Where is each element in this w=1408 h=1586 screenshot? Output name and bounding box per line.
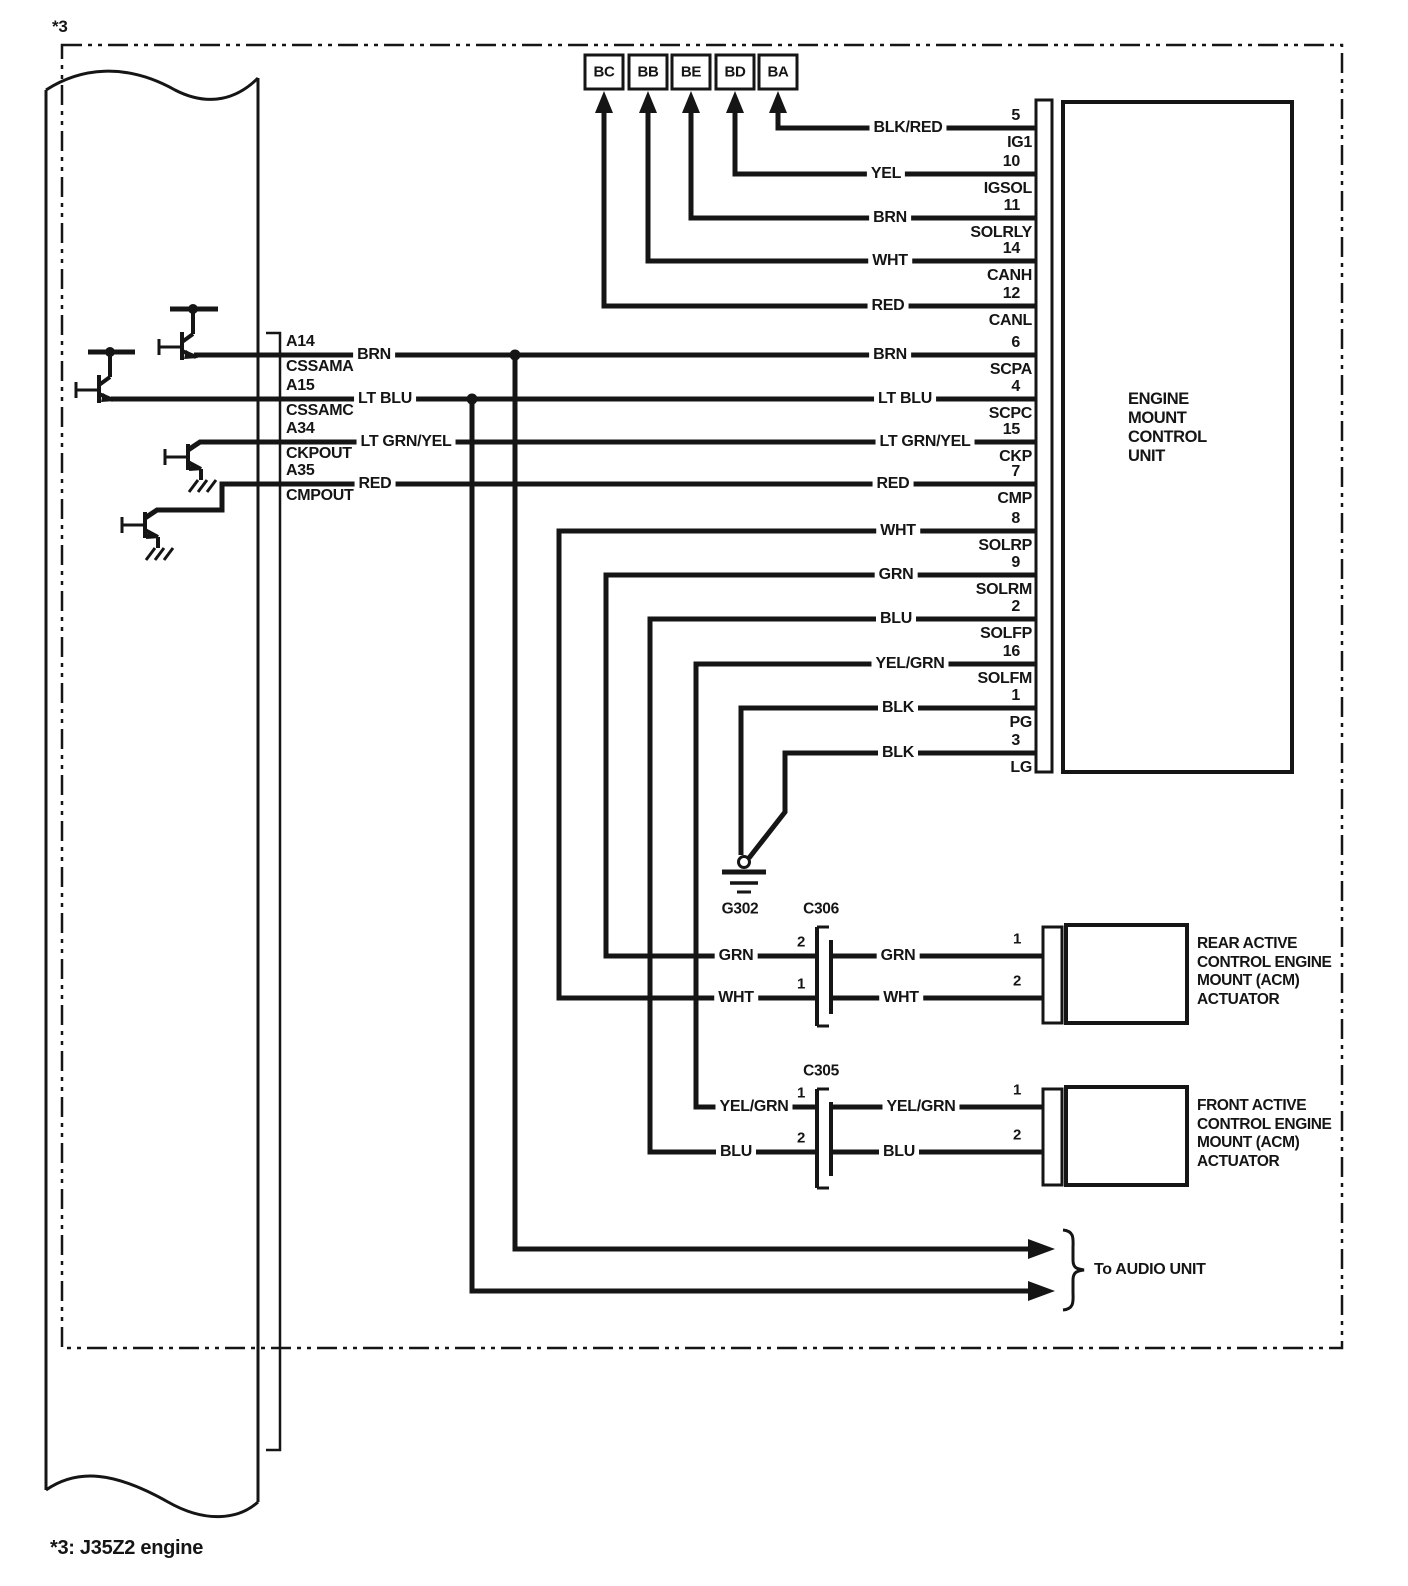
rear-actuator-box [1043, 925, 1187, 1023]
front-actuator-box [1043, 1087, 1187, 1185]
actuator-label-line: MOUNT (ACM) [1197, 1134, 1300, 1151]
inline-connector-label: C306 [803, 900, 839, 918]
actuator-label-line: FRONT ACTIVE [1197, 1097, 1307, 1114]
ground-icon [722, 857, 766, 893]
pin-name: SOLRM [975, 581, 1032, 598]
connector-pin-number: 2 [1012, 972, 1022, 990]
pin-name: SOLFM [977, 670, 1032, 687]
left-pin-signal: CMPOUT [286, 487, 354, 504]
front-actuator-label [1197, 1097, 1331, 1171]
wire-color-label: RED [355, 475, 396, 493]
pin-number: 2 [1011, 598, 1020, 615]
wire-color-label: GRN [875, 566, 918, 584]
pin-name: IGSOL [983, 180, 1032, 197]
pin-number: 1 [1011, 687, 1020, 704]
ecu-title-line: UNIT [1128, 447, 1165, 465]
wire-color-label: BLK [878, 699, 918, 717]
left-pin-signal: CKPOUT [286, 445, 352, 462]
wire-color-label: WHT [876, 522, 920, 540]
left-pin-signal: CSSAMA [286, 358, 354, 375]
wire-color-label: WHT [868, 252, 912, 270]
wire-color-label: RED [868, 297, 909, 315]
wire-color-label: YEL/GRN [871, 655, 948, 673]
connector-pin-number: 2 [796, 933, 806, 951]
actuator-label-line: CONTROL ENGINE [1197, 1115, 1332, 1133]
connector-pin-number: 2 [1012, 1126, 1022, 1144]
wire-color-label: LT BLU [874, 390, 936, 408]
pin-number: 6 [1011, 334, 1020, 351]
actuator-label-line: ACTUATOR [1197, 990, 1280, 1008]
ground-label: G302 [721, 900, 759, 918]
wire-color-label: YEL/GRN [882, 1098, 959, 1116]
ground-hatch-icon [189, 480, 216, 492]
pin-number: 11 [1003, 197, 1020, 214]
pin-name: SOLRP [978, 537, 1032, 554]
wire-color-label: BLU [876, 610, 916, 628]
inline-connector-icon [817, 927, 1043, 1026]
wire-color-label: BRN [353, 346, 395, 364]
connector-box-label: BB [637, 63, 659, 81]
actuator-label-line: ACTUATOR [1197, 1152, 1280, 1170]
pin-name: CMP [997, 490, 1032, 507]
ecu-title-line: CONTROL [1128, 428, 1207, 446]
pin-name: SOLFP [980, 625, 1032, 642]
wire-color-label: WHT [714, 989, 758, 1007]
pin-number: 3 [1011, 732, 1020, 749]
pin-number: 14 [1002, 240, 1020, 257]
wire-color-label: BLK/RED [869, 119, 946, 137]
actuator-label-line: CONTROL ENGINE [1197, 953, 1332, 971]
pin-name: SCPA [989, 361, 1032, 378]
left-pin-id: A34 [286, 420, 315, 437]
connector-pin-number: 1 [796, 975, 806, 993]
left-pin-id: A15 [286, 377, 315, 394]
pin-number: 15 [1002, 421, 1020, 438]
solenoid-wires [559, 531, 1036, 1152]
wire-color-label: GRN [715, 947, 758, 965]
wire-color-label: YEL/GRN [715, 1098, 792, 1116]
connector-box-label: BC [593, 63, 615, 81]
pin-name: CANH [986, 267, 1032, 284]
ground-hatch-icon [146, 548, 173, 560]
wire-color-label: LT GRN/YEL [876, 433, 975, 451]
wire-color-label: BRN [869, 209, 911, 227]
transistor-icon [76, 347, 135, 403]
rear-actuator-label [1197, 935, 1331, 1009]
pin-name: CANL [988, 312, 1032, 329]
inline-connector-label: C305 [803, 1062, 839, 1080]
pin-number: 16 [1002, 643, 1020, 660]
footnote-engine: *3: J35Z2 engine [50, 1537, 204, 1559]
wire-color-label: BLU [716, 1143, 756, 1161]
wire-color-label: LT BLU [354, 390, 416, 408]
footnote-marker: *3 [52, 17, 68, 36]
pin-name: CKP [999, 448, 1032, 465]
pin-number: 7 [1011, 463, 1020, 480]
wire-color-label: BRN [869, 346, 911, 364]
up-arrow-icons [595, 91, 787, 113]
pin-name: SCPC [988, 405, 1032, 422]
pin-name: SOLRLY [970, 224, 1032, 241]
pin-name: PG [1009, 714, 1032, 731]
connector-box-label: BE [680, 63, 702, 81]
wire-color-label: GRN [877, 947, 920, 965]
ecu-title [1128, 390, 1207, 466]
ecu-title-line: ENGINE [1128, 390, 1189, 408]
pin-number: 5 [1011, 107, 1020, 124]
wire-color-label: BLU [879, 1143, 919, 1161]
wire-color-label: YEL [867, 165, 905, 183]
left-pin-signal: CSSAMC [286, 402, 354, 419]
actuator-label-line: REAR ACTIVE [1197, 935, 1298, 952]
connector-pin-number: 1 [1012, 930, 1022, 948]
wire-color-label: LT GRN/YEL [357, 433, 456, 451]
ecu-title-line: MOUNT [1128, 409, 1187, 427]
connector-pin-number: 1 [796, 1084, 806, 1102]
pin-number: 12 [1002, 285, 1020, 302]
pin-number: 8 [1011, 510, 1020, 527]
audio-unit-label: To AUDIO UNIT [1094, 1261, 1206, 1278]
left-bracket [266, 333, 280, 1450]
harness-band [46, 71, 258, 1516]
pin-name: IG1 [1007, 134, 1032, 151]
pin-number: 4 [1011, 378, 1020, 395]
brace-icon [1063, 1230, 1084, 1310]
pin-number: 10 [1002, 153, 1020, 170]
pin-name: LG [1010, 759, 1032, 776]
connector-box-label: BA [767, 63, 789, 81]
pin-number: 9 [1011, 554, 1020, 571]
wire-color-label: WHT [879, 989, 923, 1007]
left-pin-id: A14 [286, 333, 315, 350]
connector-pin-number: 1 [1012, 1081, 1022, 1099]
connector-box-label: BD [724, 63, 746, 81]
connector-pin-number: 2 [796, 1129, 806, 1147]
wire-color-label: BLK [878, 744, 918, 762]
transistor-icon [159, 304, 218, 360]
actuator-label-line: MOUNT (ACM) [1197, 972, 1300, 989]
left-pin-id: A35 [286, 462, 315, 479]
wire-color-label: RED [873, 475, 914, 493]
